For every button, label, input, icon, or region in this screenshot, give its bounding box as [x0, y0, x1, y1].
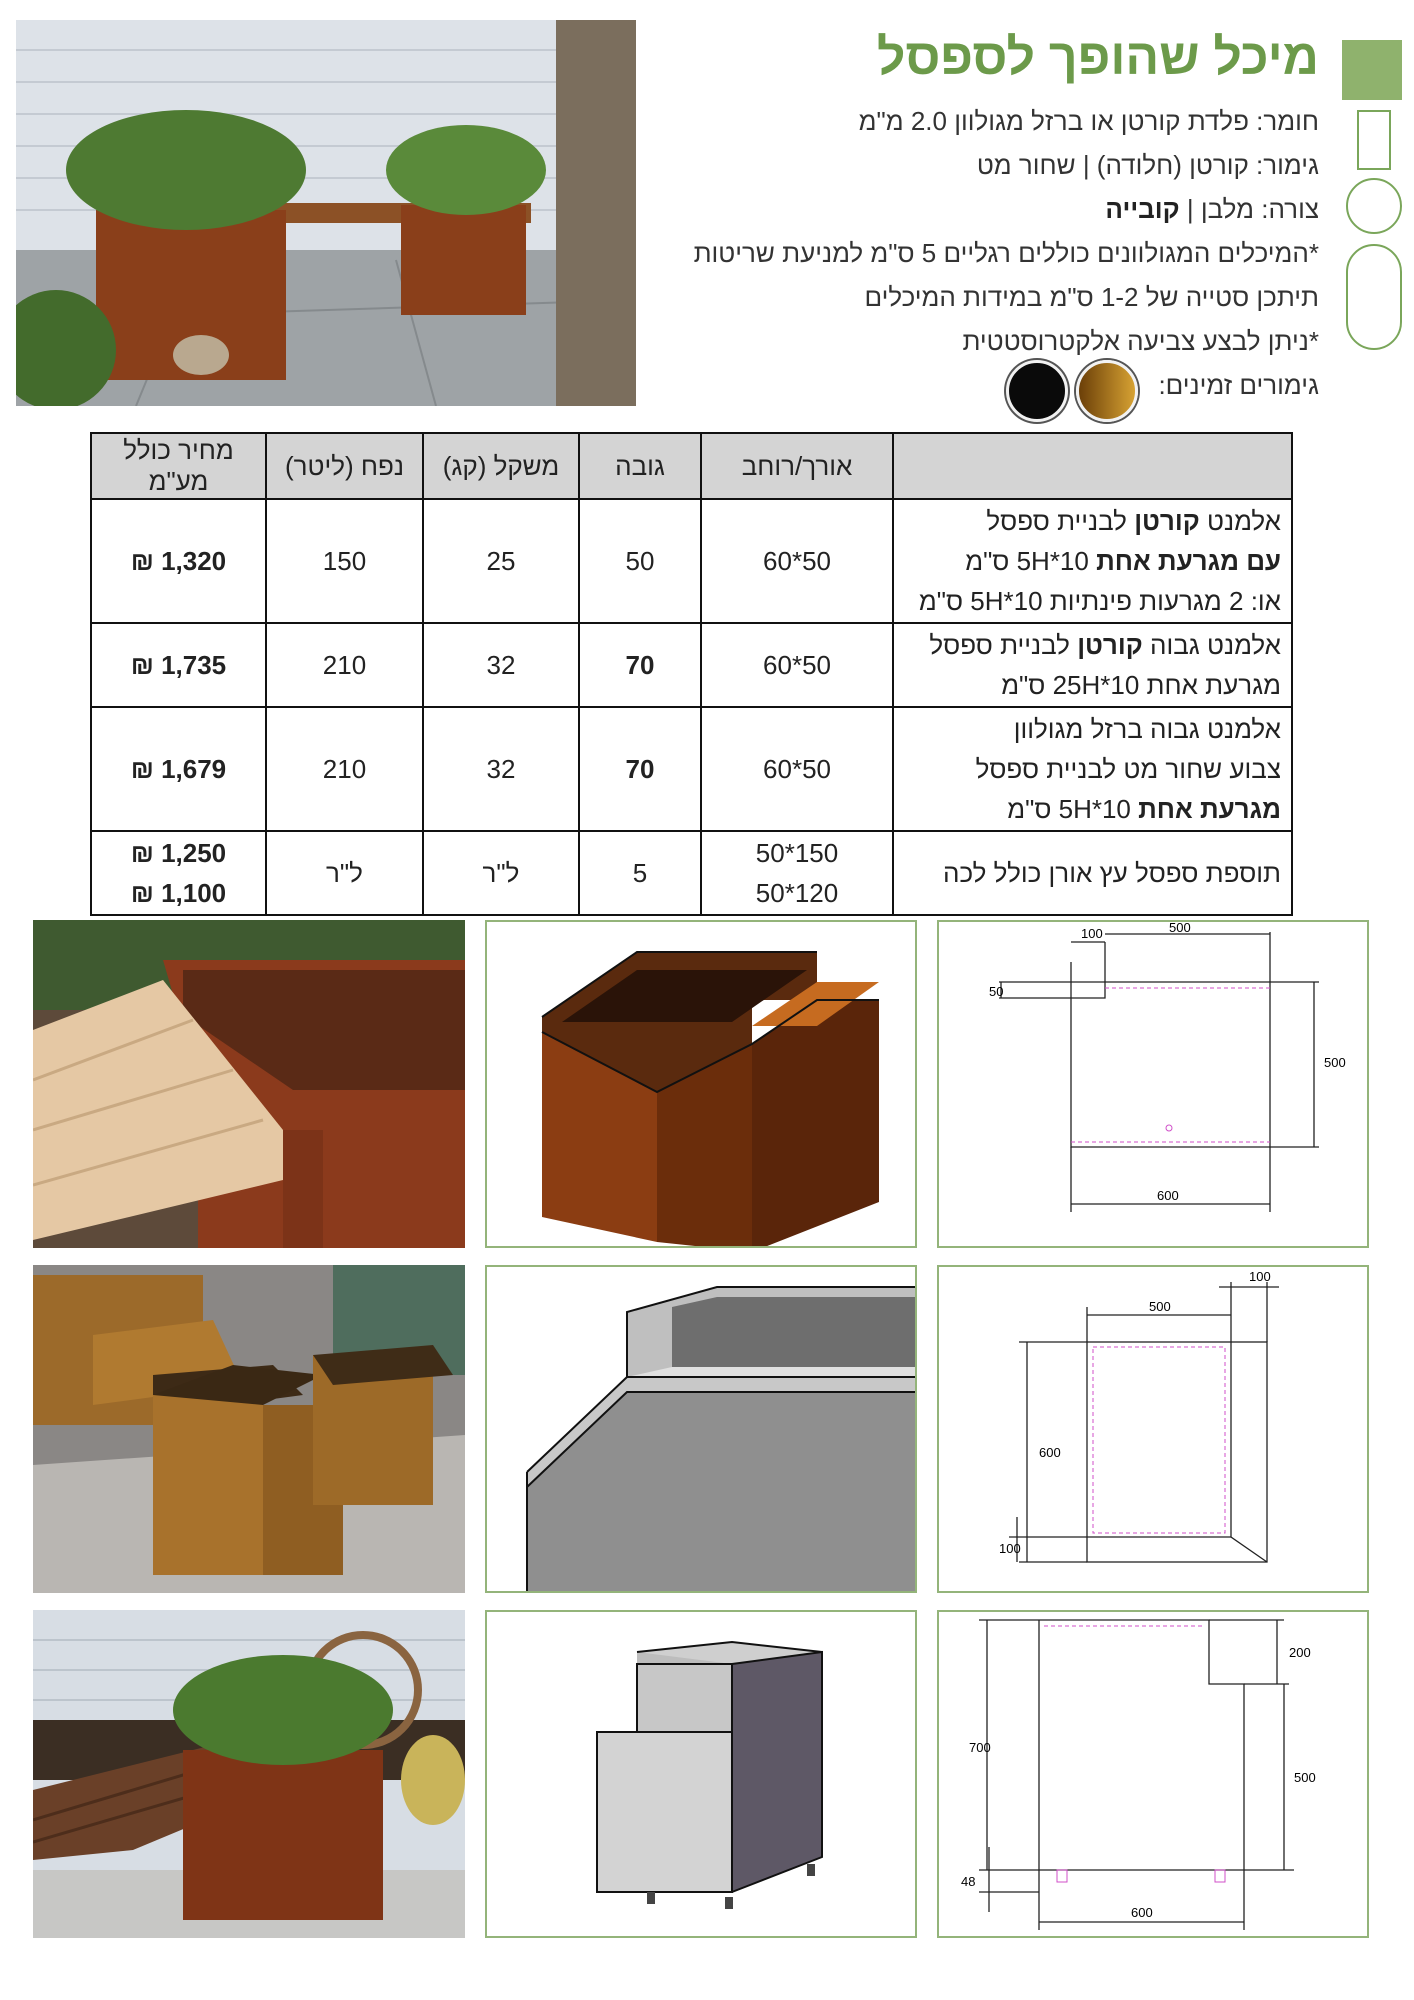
cell-height: 5	[579, 831, 701, 915]
cell-volume: ל"ר	[266, 831, 423, 915]
cell-weight: 25	[423, 499, 579, 623]
dim-label: 500	[1149, 1299, 1171, 1314]
dim-label: 48	[961, 1874, 976, 1889]
cell-price: 1,679 ₪	[91, 707, 266, 831]
cell-height: 70	[579, 623, 701, 707]
galvanized-note: *המיכלים המגולוונים כוללים רגליים 5 ס"מ למניעת שריטות	[693, 238, 1319, 268]
col-header-volume: נפח (ליטר)	[266, 433, 423, 499]
drawing-frame-1	[937, 920, 1369, 1248]
dim-label: 200	[1289, 1645, 1311, 1660]
page-title: מיכל שהופך לספסל	[876, 29, 1319, 85]
table-header-row	[91, 433, 1292, 499]
desc-line: אלמנט קורטן לבניית ספסל	[986, 506, 1281, 536]
cell-size: 50*60	[701, 623, 893, 707]
table-row	[91, 707, 1292, 831]
dim-label: 100	[999, 1541, 1021, 1556]
desc-line: צבוע שחור מט לבניית ספסל	[975, 754, 1281, 784]
desc-line: אלמנט גבוה ברזל מגולוון	[1013, 714, 1281, 744]
cell-weight: 32	[423, 623, 579, 707]
row-description	[893, 499, 1292, 623]
wood-bench-planter-photo	[33, 1610, 465, 1938]
col-header-size: אורך/רוחב	[701, 433, 893, 499]
drawing-frame-2	[937, 1265, 1369, 1593]
corten-bench-closeup-photo	[33, 920, 465, 1248]
col-header-height: גובה	[579, 433, 701, 499]
col-header-weight: משקל (קג)	[423, 433, 579, 499]
row-description	[893, 831, 1292, 915]
dim-label: 600	[1039, 1445, 1061, 1460]
shape-line	[1105, 194, 1319, 225]
bench-photo-top	[16, 20, 636, 406]
col-header-desc	[893, 433, 1292, 499]
dim-label: 500	[1294, 1770, 1316, 1785]
circle-outline-icon	[1346, 178, 1402, 234]
desc-line: תוספת ספסל עץ אורן כולל לכה	[943, 858, 1281, 888]
desc-line: מגרעת אחת 25H*10 ס"מ	[1001, 670, 1281, 700]
finish-line: גימור: קורטן (חלודה) | שחור מט	[976, 150, 1319, 180]
cell-size: 50*60	[701, 499, 893, 623]
pill-outline-icon	[1346, 244, 1402, 350]
row-description	[893, 623, 1292, 707]
cell-price	[91, 831, 266, 915]
dim-label: 500	[1169, 922, 1191, 935]
size-option: 150*50	[755, 838, 839, 868]
price-option: 1,250 ₪	[130, 838, 227, 868]
spec-table	[90, 432, 1293, 916]
cell-weight: ל"ר	[423, 831, 579, 915]
corten-finish-swatch	[1076, 360, 1138, 422]
desc-line: אלמנט גבוה קורטן לבניית ספסל	[929, 630, 1281, 660]
cell-volume: 150	[266, 499, 423, 623]
shape-bold: קובייה	[1105, 194, 1180, 224]
table-row	[91, 499, 1292, 623]
cell-price: 1,735 ₪	[91, 623, 266, 707]
desc-line: או: 2 מגרעות פינתיות 5H*10 ס"מ	[918, 586, 1281, 616]
size-option: 120*50	[755, 878, 839, 908]
table-row	[91, 623, 1292, 707]
desc-line: עם מגרעת אחת 5H*10 ס"מ	[965, 546, 1281, 576]
dim-label: 100	[1249, 1269, 1271, 1284]
row-description	[893, 707, 1292, 831]
render-frame-3	[485, 1610, 917, 1938]
dim-label: 500	[1324, 1055, 1346, 1070]
desc-line: מגרעת אחת 5H*10 ס"מ	[1007, 794, 1281, 824]
finishes-label: גימורים זמינים:	[1158, 370, 1319, 400]
cell-size	[701, 831, 893, 915]
drawing-frame-3	[937, 1610, 1369, 1938]
render-frame-1	[485, 920, 917, 1248]
price-option: 1,100 ₪	[130, 878, 227, 908]
rectangle-outline-icon	[1357, 110, 1391, 170]
square-icon	[1342, 40, 1402, 100]
dim-label: 600	[1131, 1905, 1153, 1920]
table-row	[91, 831, 1292, 915]
col-header-price: מחיר כולל מע"מ	[91, 433, 266, 499]
corten-planters-stack-photo	[33, 1265, 465, 1593]
cell-volume: 210	[266, 707, 423, 831]
cell-size: 50*60	[701, 707, 893, 831]
cell-weight: 32	[423, 707, 579, 831]
dim-label: 50	[989, 984, 1004, 999]
dim-label: 100	[1081, 926, 1103, 941]
cell-height: 70	[579, 707, 701, 831]
black-finish-swatch	[1006, 360, 1068, 422]
cell-height: 50	[579, 499, 701, 623]
shape-prefix: צורה: מלבן |	[1179, 194, 1319, 224]
render-frame-2	[485, 1265, 917, 1593]
material-line: חומר: פלדת קורטן או ברזל מגולוון 2.0 מ"מ	[858, 106, 1319, 136]
paint-note: *ניתן לבצע צביעה אלקטרוסטטית	[962, 326, 1319, 356]
cell-volume: 210	[266, 623, 423, 707]
cell-price: 1,320 ₪	[91, 499, 266, 623]
deviation-note: תיתכן סטייה של 1-2 ס"מ במידות המיכלים	[864, 282, 1319, 312]
dim-label: 600	[1157, 1188, 1179, 1203]
dim-label: 700	[969, 1740, 991, 1755]
